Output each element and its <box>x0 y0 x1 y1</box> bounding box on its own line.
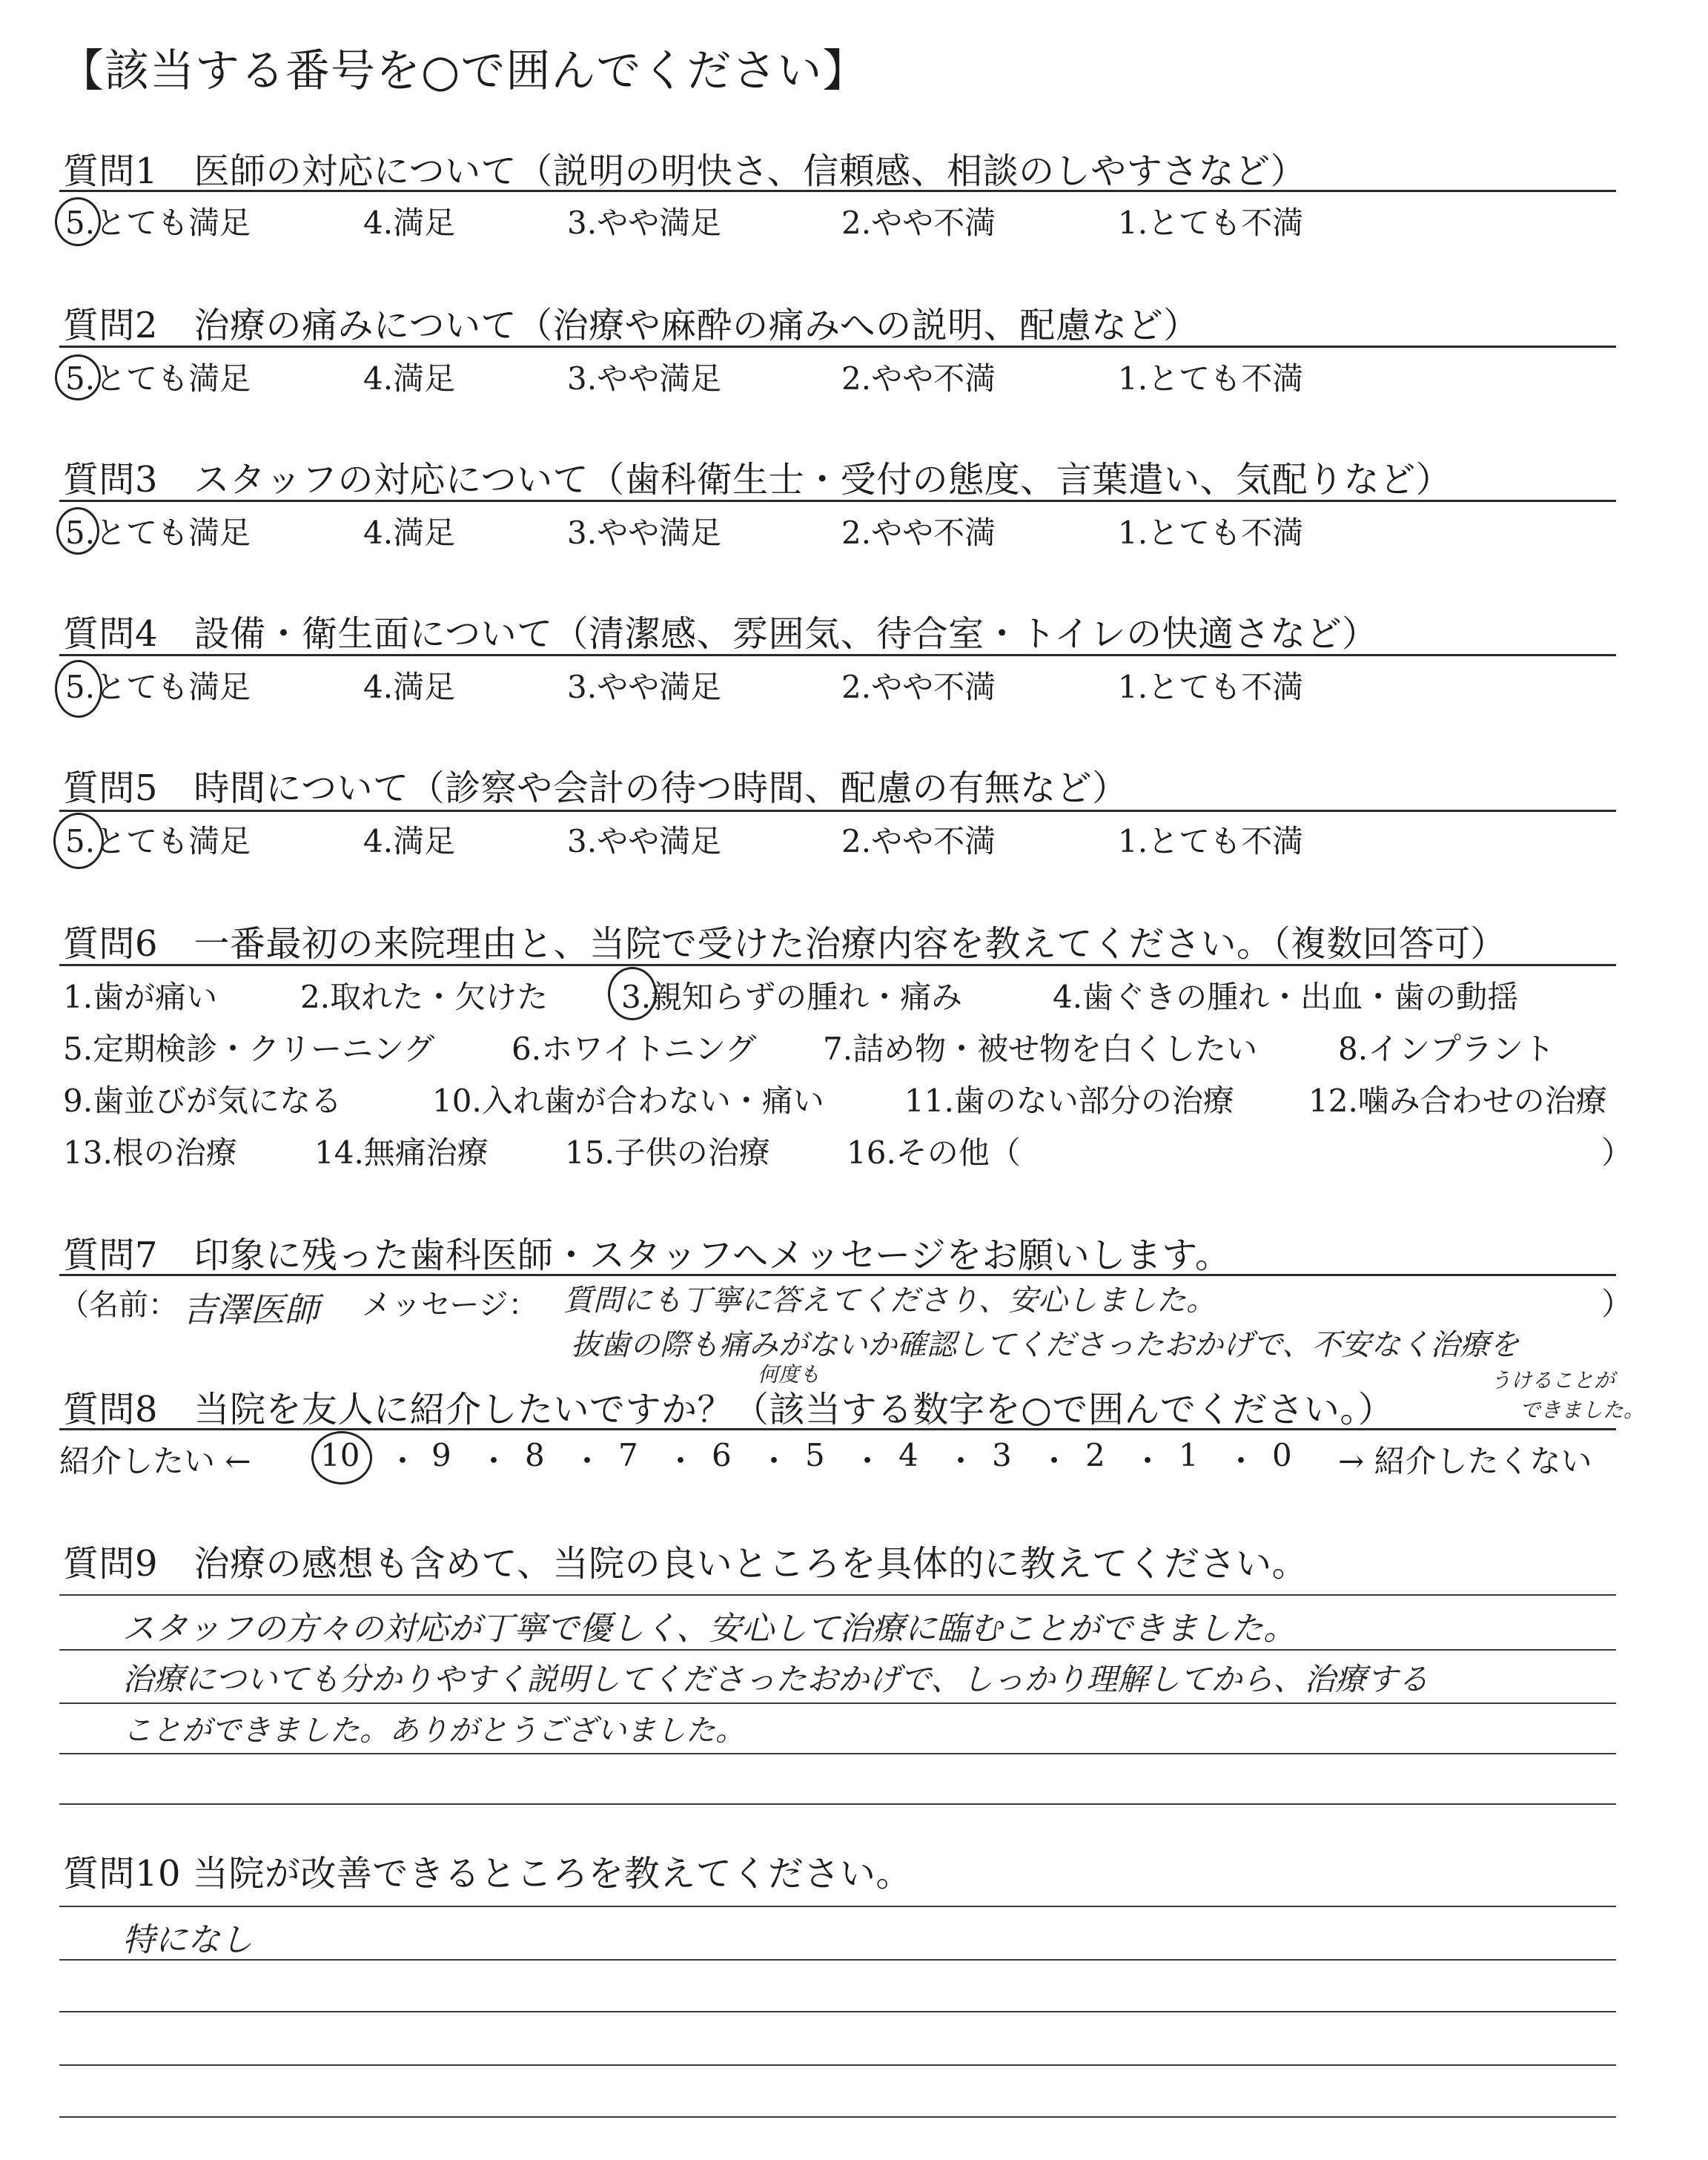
q9-answer-line <box>59 1753 1616 1754</box>
q6-option-7[interactable]: 7.詰め物・被せ物を白くしたい <box>823 1031 1258 1067</box>
q4-selection-circle <box>55 660 102 718</box>
q6-option-11[interactable]: 11.歯のない部分の治療 <box>904 1083 1234 1119</box>
q7-message-label: メッセージ： <box>362 1288 538 1322</box>
q8-sep: ・ <box>478 1443 510 1479</box>
q4-option-2[interactable]: 2.やや不満 <box>841 669 996 705</box>
q10-answer-line <box>59 2011 1616 2012</box>
q3-option-2[interactable]: 2.やや不満 <box>841 515 996 551</box>
q8-number-10[interactable]: 10 <box>320 1437 360 1473</box>
q4-option-4[interactable]: 4.満足 <box>363 669 456 705</box>
q8-sep: ・ <box>945 1443 977 1479</box>
q6-option-6[interactable]: 6.ホワイトニング <box>512 1031 757 1067</box>
q6-option-3[interactable]: 3.親知らずの腫れ・痛み <box>621 979 963 1015</box>
q8-sep: ・ <box>387 1443 419 1479</box>
q8-sep: ・ <box>1225 1443 1257 1479</box>
q5-option-2[interactable]: 2.やや不満 <box>841 823 996 859</box>
q9-answer-line <box>59 1649 1616 1651</box>
q5-heading: 質問5 時間について（診察や会計の待つ時間、配慮の有無など） <box>63 767 1128 809</box>
q1-option-4[interactable]: 4.満足 <box>363 205 456 241</box>
q8-right-label: → 紹介したくない <box>1338 1443 1592 1479</box>
q6-option-14[interactable]: 14.無痛治療 <box>314 1135 489 1171</box>
q5-option-3[interactable]: 3.やや満足 <box>567 823 722 859</box>
q10-answer-line <box>59 1959 1616 1961</box>
q7-message-line1[interactable]: 質問にも丁寧に答えてくださり、安心しました。 <box>563 1284 1216 1318</box>
q7-name-label: （名前： <box>59 1288 178 1322</box>
q7-message-line3[interactable]: うけることが <box>1490 1368 1615 1393</box>
q7-close: ） <box>1601 1286 1633 1322</box>
q6-selection-circle <box>608 967 657 1020</box>
q9-answer-line <box>59 1803 1616 1805</box>
q6-option-15[interactable]: 15.子供の治療 <box>565 1135 770 1171</box>
q8-left-label: 紹介したい ← <box>59 1443 251 1479</box>
q4-rule <box>59 654 1616 656</box>
q8-sep: ・ <box>572 1443 603 1479</box>
q8-sep: ・ <box>852 1443 884 1479</box>
q6-option-2[interactable]: 2.取れた・欠けた <box>300 979 549 1015</box>
q7-name-value[interactable]: 吉澤医師 <box>182 1289 319 1330</box>
q6-option-9[interactable]: 9.歯並びが気になる <box>63 1083 342 1119</box>
q8-number-8[interactable]: 8 <box>525 1437 545 1473</box>
q4-option-3[interactable]: 3.やや満足 <box>567 669 722 705</box>
q8-sep: ・ <box>1039 1443 1070 1479</box>
q10-heading: 質問10 当院が改善できるところを教えてください。 <box>63 1853 912 1895</box>
q10-answer-line <box>59 2116 1616 2118</box>
q1-rule <box>59 190 1616 192</box>
q3-selection-circle <box>56 507 99 555</box>
q1-heading: 質問1 医師の対応について（説明の明快さ、信頼感、相談のしやすさなど） <box>63 151 1307 192</box>
q7-message-line4[interactable]: できました。 <box>1520 1398 1645 1422</box>
q5-option-5[interactable]: 5.とても満足 <box>65 823 251 859</box>
q3-option-5[interactable]: 5.とても満足 <box>65 515 251 551</box>
q6-option-5[interactable]: 5.定期検診・クリーニング <box>63 1031 435 1067</box>
q10-answer-line <box>59 2064 1616 2066</box>
q8-number-3[interactable]: 3 <box>992 1437 1012 1473</box>
q6-option-1[interactable]: 1.歯が痛い <box>63 979 218 1015</box>
q6-option-16[interactable]: 16.その他（ <box>847 1135 1021 1171</box>
q9-heading: 質問9 治療の感想も含めて、当院の良いところを具体的に教えてください。 <box>63 1543 1308 1585</box>
q4-heading: 質問4 設備・衛生面について（清潔感、雰囲気、待合室・トイレの快適さなど） <box>63 613 1378 655</box>
q5-rule <box>59 810 1616 812</box>
q2-selection-circle <box>55 354 101 400</box>
q8-number-2[interactable]: 2 <box>1085 1437 1105 1473</box>
q7-message-insert[interactable]: 何度も <box>758 1362 821 1387</box>
q7-rule <box>59 1274 1616 1276</box>
q3-option-3[interactable]: 3.やや満足 <box>567 515 722 551</box>
q9-answer-line <box>59 1594 1616 1596</box>
q1-selection-circle <box>55 197 101 246</box>
q8-number-5[interactable]: 5 <box>805 1437 825 1473</box>
q8-number-9[interactable]: 9 <box>431 1437 451 1473</box>
q1-option-5[interactable]: 5.とても満足 <box>65 205 251 241</box>
q2-heading: 質問2 治療の痛みについて（治療や麻酔の痛みへの説明、配慮など） <box>63 305 1199 346</box>
q10-answer[interactable]: 特になし <box>122 1921 253 1959</box>
q5-selection-circle <box>53 813 104 869</box>
q8-selection-circle <box>311 1431 372 1484</box>
q6-option-13[interactable]: 13.根の治療 <box>63 1135 237 1171</box>
q5-option-1[interactable]: 1.とても不満 <box>1118 823 1304 859</box>
q8-sep: ・ <box>665 1443 697 1479</box>
q1-option-1[interactable]: 1.とても不満 <box>1118 205 1304 241</box>
q8-number-0[interactable]: 0 <box>1272 1437 1292 1473</box>
q6-rule <box>59 964 1616 966</box>
q8-heading: 質問8 当院を友人に紹介したいですか？（該当する数字を○で囲んでください。） <box>63 1389 1394 1430</box>
q8-rule <box>59 1428 1616 1430</box>
q7-heading: 質問7 印象に残った歯科医師・スタッフへメッセージをお願いします。 <box>63 1235 1231 1276</box>
q6-option-4[interactable]: 4.歯ぐきの腫れ・出血・歯の動揺 <box>1053 979 1519 1015</box>
q10-answer-line <box>59 1906 1616 1907</box>
q4-option-5[interactable]: 5.とても満足 <box>65 669 251 705</box>
q5-option-4[interactable]: 4.満足 <box>363 823 456 859</box>
q1-option-3[interactable]: 3.やや満足 <box>567 205 722 241</box>
q2-option-2[interactable]: 2.やや不満 <box>841 360 996 397</box>
q3-option-1[interactable]: 1.とても不満 <box>1118 515 1304 551</box>
q6-option-10[interactable]: 10.入れ歯が合わない・痛い <box>432 1083 824 1119</box>
q4-option-1[interactable]: 1.とても不満 <box>1118 669 1304 705</box>
q7-message-line2[interactable]: 抜歯の際も痛みがないか確認してくださったおかげで、不安なく治療を <box>571 1328 1520 1362</box>
q3-heading: 質問3 スタッフの対応について（歯科衛生士・受付の態度、言葉遣い、気配りなど） <box>63 459 1452 501</box>
q9-answer-line3[interactable]: ことができました。ありがとうございました。 <box>122 1714 745 1748</box>
q6-option-12[interactable]: 12.噛み合わせの治療 <box>1308 1083 1607 1119</box>
q1-option-2[interactable]: 2.やや不満 <box>841 205 996 241</box>
q8-number-7[interactable]: 7 <box>618 1437 638 1473</box>
q6-heading: 質問6 一番最初の来院理由と、当院で受けた治療内容を教えてください。（複数回答可） <box>63 923 1507 965</box>
q3-rule <box>59 500 1616 502</box>
q2-option-3[interactable]: 3.やや満足 <box>567 360 722 397</box>
q9-answer-line <box>59 1702 1616 1704</box>
q3-option-4[interactable]: 4.満足 <box>363 515 456 551</box>
q2-option-1[interactable]: 1.とても不満 <box>1118 360 1304 397</box>
q8-number-1[interactable]: 1 <box>1179 1437 1199 1473</box>
q2-option-5[interactable]: 5.とても満足 <box>65 360 251 397</box>
q6-option-8[interactable]: 8.インプラント <box>1338 1031 1555 1067</box>
q2-rule <box>59 346 1616 348</box>
q8-sep: ・ <box>1132 1443 1164 1479</box>
q9-answer-line2[interactable]: 治療についても分かりやすく説明してくださったおかげで、しっかり理解してから、治療する <box>122 1661 1429 1697</box>
q9-answer-line1[interactable]: スタッフの方々の対応が丁寧で優しく、安心して治療に臨むことができました。 <box>122 1610 1297 1648</box>
page-title: 【該当する番号を○で囲んでください】 <box>59 45 868 97</box>
q8-number-6[interactable]: 6 <box>712 1437 732 1473</box>
q6-other-close: ） <box>1601 1135 1633 1171</box>
q8-sep: ・ <box>758 1443 790 1479</box>
q8-number-4[interactable]: 4 <box>898 1437 918 1473</box>
q2-option-4[interactable]: 4.満足 <box>363 360 456 397</box>
